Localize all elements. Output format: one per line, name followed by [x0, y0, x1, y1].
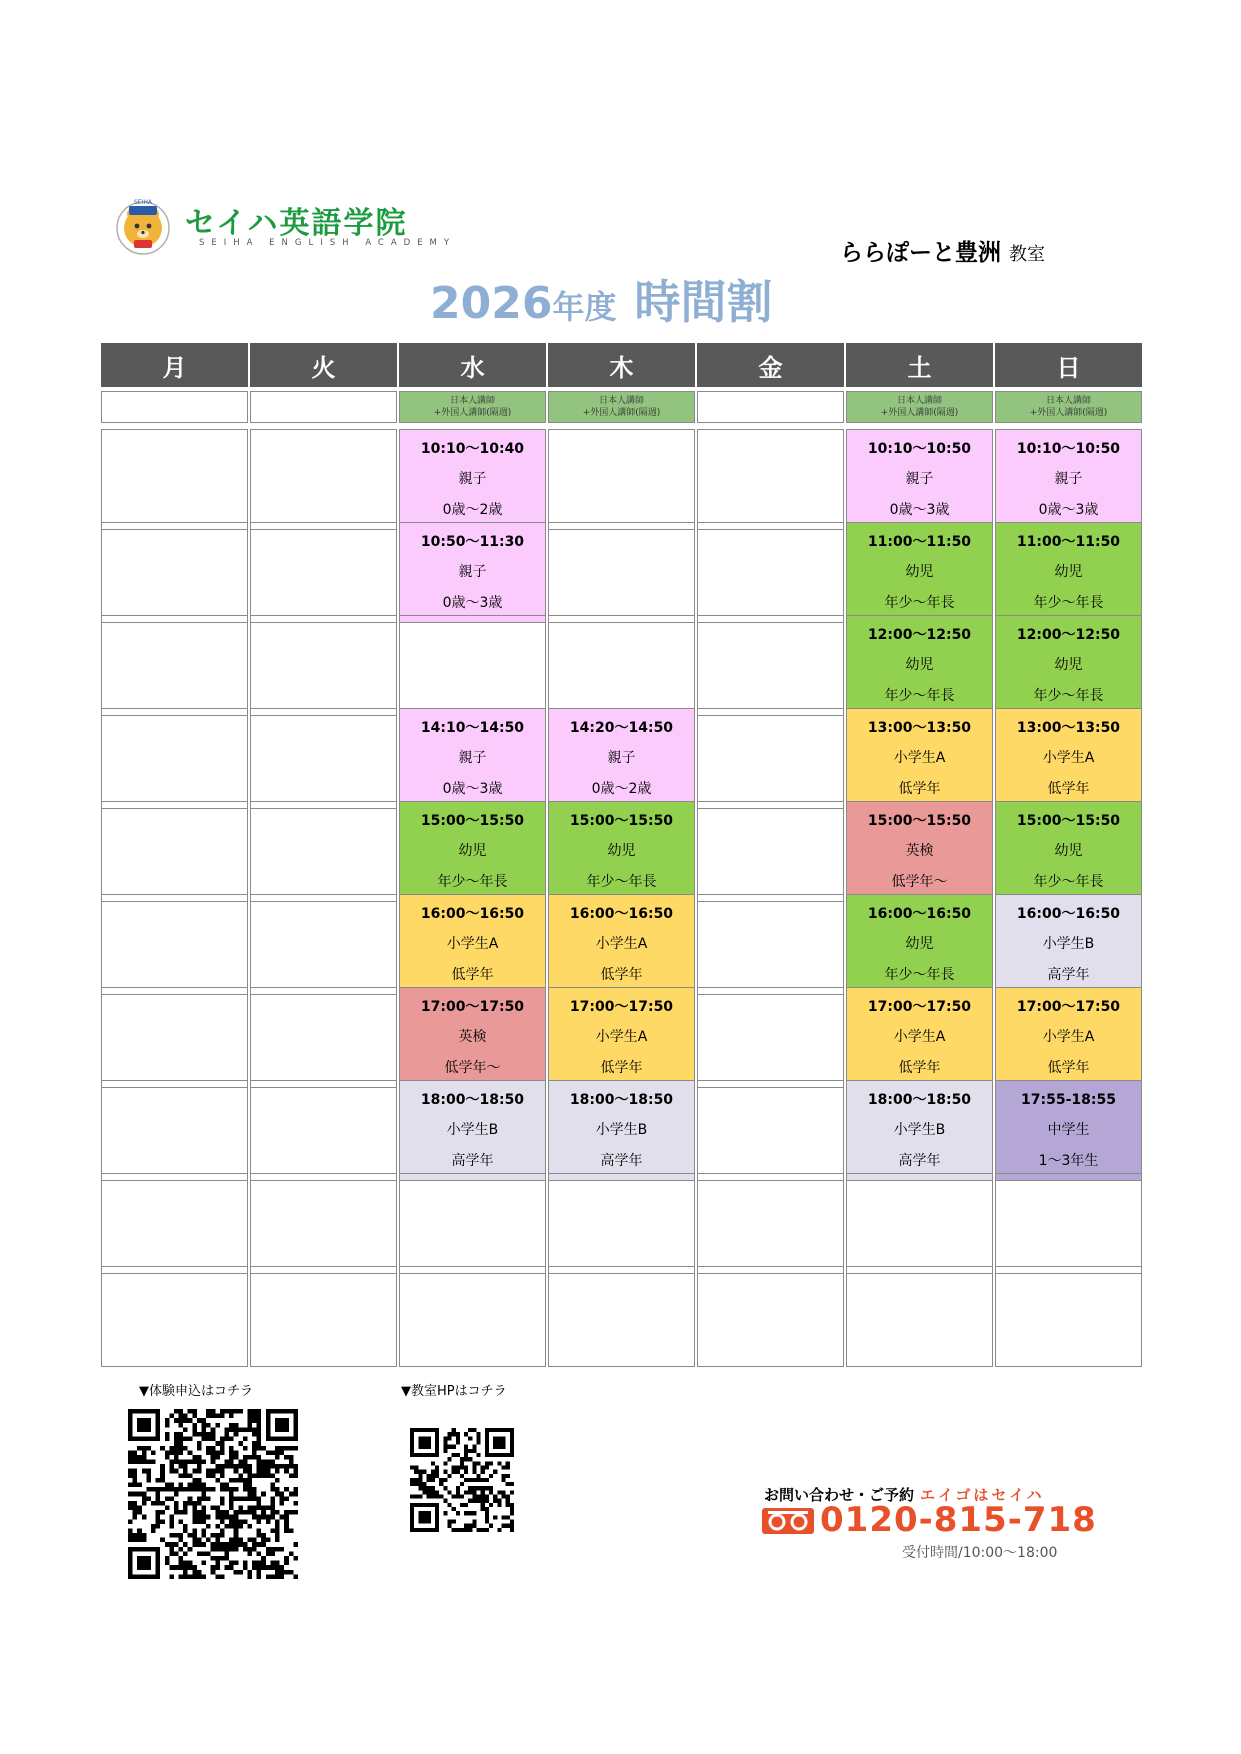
- class-time: 12:00～12:50: [1016, 627, 1121, 644]
- class-class: 小学生B: [595, 1122, 648, 1139]
- empty-slot: [995, 1266, 1142, 1367]
- class-target: 高学年: [898, 1152, 941, 1169]
- empty-slot: [548, 1266, 695, 1367]
- class-target: 1～3年生: [1038, 1152, 1099, 1169]
- empty-slot: [101, 429, 248, 530]
- class-slot: [548, 708, 695, 809]
- class-time: 10:10～10:50: [1016, 441, 1121, 458]
- class-target: 0歳～3歳: [889, 501, 950, 518]
- class-target: 0歳～3歳: [442, 780, 503, 797]
- class-time: 16:00～16:50: [867, 906, 972, 923]
- class-slot: [846, 429, 993, 530]
- empty-slot: [399, 1266, 546, 1367]
- class-slot: [846, 1080, 993, 1181]
- seiha-mascot-icon: [113, 196, 173, 256]
- class-target: 0歳～2歳: [591, 780, 652, 797]
- class-target: 年少～年長: [884, 966, 955, 983]
- class-slot: [995, 429, 1142, 530]
- empty-slot: [697, 987, 844, 1088]
- instructor-note: [995, 391, 1142, 423]
- class-time: 13:00～13:50: [1016, 720, 1121, 737]
- day-header: 土: [846, 343, 993, 387]
- class-target: 高学年: [1047, 966, 1090, 983]
- empty-slot: [697, 1173, 844, 1274]
- title-main: 時間割: [634, 275, 773, 329]
- empty-slot: [995, 1173, 1142, 1274]
- class-time: 15:00～15:50: [867, 813, 972, 830]
- instructor-note: [846, 391, 993, 423]
- empty-slot: [548, 429, 695, 530]
- instructor-note-line: +外国人講師(隔週): [582, 408, 661, 418]
- class-time: 15:00～15:50: [569, 813, 674, 830]
- class-target: 年少～年長: [884, 687, 955, 704]
- class-class: 小学生A: [446, 936, 499, 953]
- class-target: 0歳～2歳: [442, 501, 503, 518]
- class-class: 中学生: [1047, 1122, 1090, 1139]
- brand-logo: [113, 196, 457, 256]
- classroom-hp-qr-code[interactable]: [410, 1428, 514, 1532]
- class-class: 小学生B: [1042, 936, 1095, 953]
- classroom-name: ららぽーと豊洲: [840, 240, 1001, 266]
- class-target: 年少～年長: [586, 873, 657, 890]
- classroom-hp-qr-label: ▼教室HPはコチラ: [401, 1384, 507, 1399]
- class-target: 年少～年長: [1033, 873, 1104, 890]
- class-class: 親子: [458, 471, 487, 488]
- class-class: 英検: [905, 843, 934, 860]
- class-target: 年少～年長: [437, 873, 508, 890]
- class-time: 16:00～16:50: [569, 906, 674, 923]
- class-slot: [548, 987, 695, 1088]
- empty-slot: [548, 1173, 695, 1274]
- class-target: 低学年: [451, 966, 494, 983]
- day-header: 火: [250, 343, 397, 387]
- class-class: 小学生A: [595, 1029, 648, 1046]
- class-target: 高学年: [600, 1152, 643, 1169]
- brand-name: セイハ英語学院: [185, 206, 408, 241]
- class-time: 10:10～10:40: [420, 441, 525, 458]
- class-time: 16:00～16:50: [1016, 906, 1121, 923]
- class-target: 低学年: [898, 1059, 941, 1076]
- empty-slot: [548, 522, 695, 623]
- class-time: 14:20～14:50: [569, 720, 674, 737]
- class-class: 小学生A: [1042, 1029, 1095, 1046]
- class-time: 18:00～18:50: [420, 1092, 525, 1109]
- class-class: 幼児: [458, 843, 487, 860]
- instructor-note-line: 日本人講師: [1045, 396, 1091, 406]
- class-target: 0歳～3歳: [1038, 501, 1099, 518]
- class-class: 小学生B: [893, 1122, 946, 1139]
- class-target: 低学年: [600, 966, 643, 983]
- class-slot: [846, 894, 993, 995]
- classroom-label: [840, 234, 1045, 267]
- empty-slot: [697, 1266, 844, 1367]
- class-time: 18:00～18:50: [569, 1092, 674, 1109]
- class-class: 幼児: [905, 936, 934, 953]
- class-class: 親子: [905, 471, 934, 488]
- class-class: 幼児: [905, 564, 934, 581]
- page-title: [430, 266, 772, 332]
- class-target: 高学年: [451, 1152, 494, 1169]
- class-time: 10:50～11:30: [420, 534, 525, 551]
- instructor-note-line: 日本人講師: [896, 396, 942, 406]
- day-header: 月: [101, 343, 248, 387]
- empty-slot: [250, 1173, 397, 1274]
- class-class: 小学生A: [595, 936, 648, 953]
- trial-qr-code[interactable]: [128, 1409, 298, 1579]
- class-slot: [548, 801, 695, 902]
- empty-slot: [846, 1266, 993, 1367]
- empty-slot: [250, 894, 397, 995]
- reception-hours: 受付時間/10:00～18:00: [902, 1545, 1058, 1561]
- empty-slot: [101, 1173, 248, 1274]
- class-target: 低学年: [1047, 1059, 1090, 1076]
- title-year: 2026: [430, 278, 553, 329]
- class-time: 16:00～16:50: [420, 906, 525, 923]
- empty-slot: [250, 615, 397, 716]
- class-target: 年少～年長: [1033, 594, 1104, 611]
- class-class: 小学生A: [1042, 750, 1095, 767]
- empty-slot: [399, 1173, 546, 1274]
- class-slot: [846, 615, 993, 716]
- class-target: 低学年: [1047, 780, 1090, 797]
- empty-slot: [697, 429, 844, 530]
- class-time: 17:00～17:50: [420, 999, 525, 1016]
- empty-slot: [101, 801, 248, 902]
- class-target: 低学年: [600, 1059, 643, 1076]
- empty-slot: [101, 708, 248, 809]
- class-time: 17:00～17:50: [1016, 999, 1121, 1016]
- class-slot: [995, 708, 1142, 809]
- classroom-suffix: 教室: [1009, 244, 1045, 265]
- empty-slot: [697, 522, 844, 623]
- class-time: 10:10～10:50: [867, 441, 972, 458]
- empty-slot: [250, 1266, 397, 1367]
- class-time: 14:10～14:50: [420, 720, 525, 737]
- class-target: 低学年～: [444, 1059, 501, 1076]
- class-slot: [995, 1080, 1142, 1181]
- class-slot: [399, 987, 546, 1088]
- class-class: 幼児: [905, 657, 934, 674]
- class-slot: [548, 1080, 695, 1181]
- class-class: 幼児: [1054, 564, 1083, 581]
- day-header: 水: [399, 343, 546, 387]
- class-slot: [995, 894, 1142, 995]
- class-time: 11:00～11:50: [867, 534, 972, 551]
- instructor-note-line: 日本人講師: [598, 396, 644, 406]
- empty-slot: [250, 429, 397, 530]
- empty-slot: [250, 1080, 397, 1181]
- empty-slot: [101, 522, 248, 623]
- instructor-note: [548, 391, 695, 423]
- class-slot: [548, 894, 695, 995]
- instructor-note-line: +外国人講師(隔週): [433, 408, 512, 418]
- class-target: 年少～年長: [1033, 687, 1104, 704]
- empty-slot: [697, 615, 844, 716]
- class-class: 親子: [1054, 471, 1083, 488]
- class-class: 親子: [458, 564, 487, 581]
- class-time: 17:55-18:55: [1021, 1092, 1116, 1109]
- contact-slogan: エイゴはセイハ: [920, 1486, 1045, 1504]
- class-slot: [399, 894, 546, 995]
- instructor-note: [399, 391, 546, 423]
- empty-slot: [548, 615, 695, 716]
- empty-slot: [399, 615, 546, 716]
- brand-subtitle: SEIHA ENGLISH ACADEMY: [199, 238, 457, 248]
- svg-text:SEIHA: SEIHA: [134, 199, 152, 206]
- contact-text: お問い合わせ・ご予約: [764, 1486, 915, 1504]
- trial-qr-label: ▼体験申込はコチラ: [139, 1384, 253, 1399]
- class-class: 親子: [607, 750, 636, 767]
- phone-number[interactable]: 0120-815-718: [820, 1500, 1097, 1540]
- empty-slot: [250, 522, 397, 623]
- class-slot: [995, 615, 1142, 716]
- instructor-note: [250, 391, 397, 423]
- class-target: 0歳～3歳: [442, 594, 503, 611]
- class-class: 幼児: [607, 843, 636, 860]
- class-time: 15:00～15:50: [1016, 813, 1121, 830]
- day-header: 木: [548, 343, 695, 387]
- class-slot: [399, 429, 546, 530]
- class-time: 17:00～17:50: [867, 999, 972, 1016]
- class-slot: [846, 801, 993, 902]
- class-target: 年少～年長: [884, 594, 955, 611]
- class-slot: [995, 987, 1142, 1088]
- empty-slot: [250, 987, 397, 1088]
- empty-slot: [697, 801, 844, 902]
- empty-slot: [697, 708, 844, 809]
- class-slot: [399, 801, 546, 902]
- class-target: 低学年～: [891, 873, 948, 890]
- instructor-note: [101, 391, 248, 423]
- empty-slot: [101, 1266, 248, 1367]
- class-slot: [846, 987, 993, 1088]
- class-slot: [995, 801, 1142, 902]
- class-slot: [399, 1080, 546, 1181]
- empty-slot: [101, 615, 248, 716]
- class-time: 15:00～15:50: [420, 813, 525, 830]
- day-header: 金: [697, 343, 844, 387]
- class-slot: [995, 522, 1142, 623]
- day-header: 日: [995, 343, 1142, 387]
- class-time: 12:00～12:50: [867, 627, 972, 644]
- class-time: 17:00～17:50: [569, 999, 674, 1016]
- class-slot: [399, 708, 546, 809]
- free-dial-icon: [762, 1508, 814, 1534]
- empty-slot: [250, 801, 397, 902]
- instructor-note-line: +外国人講師(隔週): [880, 408, 959, 418]
- class-class: 小学生B: [446, 1122, 499, 1139]
- instructor-note: [697, 391, 844, 423]
- empty-slot: [846, 1173, 993, 1274]
- title-nendo: 年度: [552, 288, 617, 326]
- class-slot: [846, 708, 993, 809]
- class-time: 18:00～18:50: [867, 1092, 972, 1109]
- empty-slot: [101, 1080, 248, 1181]
- empty-slot: [697, 1080, 844, 1181]
- class-time: 13:00～13:50: [867, 720, 972, 737]
- empty-slot: [101, 987, 248, 1088]
- empty-slot: [250, 708, 397, 809]
- class-slot: [846, 522, 993, 623]
- class-class: 幼児: [1054, 843, 1083, 860]
- empty-slot: [697, 894, 844, 995]
- empty-slot: [101, 894, 248, 995]
- class-class: 幼児: [1054, 657, 1083, 674]
- class-time: 11:00～11:50: [1016, 534, 1121, 551]
- class-class: 親子: [458, 750, 487, 767]
- instructor-note-line: +外国人講師(隔週): [1029, 408, 1108, 418]
- instructor-note-line: 日本人講師: [449, 396, 495, 406]
- class-target: 低学年: [898, 780, 941, 797]
- class-class: 英検: [458, 1029, 487, 1046]
- class-class: 小学生A: [893, 750, 946, 767]
- class-slot: [399, 522, 546, 623]
- class-class: 小学生A: [893, 1029, 946, 1046]
